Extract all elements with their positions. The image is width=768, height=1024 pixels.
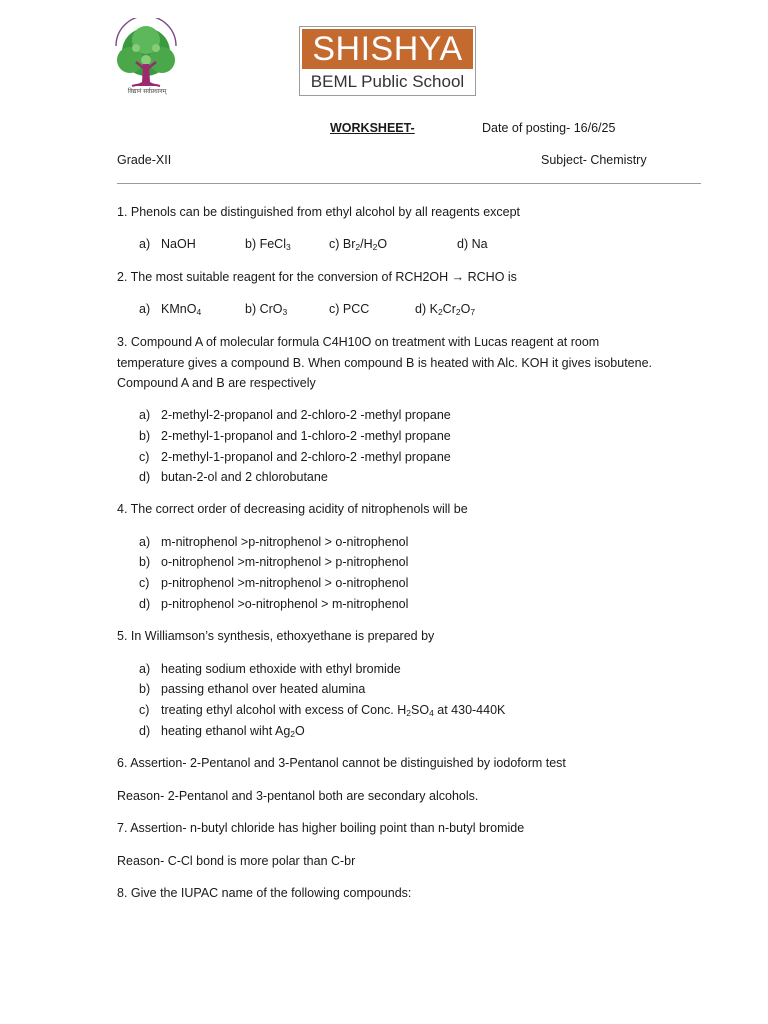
q5-option-c bbox=[139, 702, 505, 718]
subscript: 2 bbox=[437, 307, 443, 317]
subscript: 2 bbox=[406, 708, 411, 718]
question-8: 8. Give the IUPAC name of the following compounds: bbox=[117, 886, 412, 900]
q3-option-a bbox=[139, 407, 451, 423]
option-label: d) bbox=[139, 597, 151, 611]
option-text: O bbox=[460, 302, 471, 316]
tree-logo-caption: विद्यानं सर्वप्रधानम् bbox=[127, 88, 167, 95]
option-text: NaOH bbox=[161, 237, 196, 251]
q2-option-d bbox=[415, 301, 475, 317]
question-4: 4. The correct order of decreasing acidity of nitrophenols will be bbox=[117, 502, 468, 516]
q5-option-b bbox=[139, 681, 365, 697]
option-text: SO bbox=[411, 703, 430, 717]
q4-option-b bbox=[139, 554, 408, 570]
option-label: d) bbox=[139, 724, 151, 738]
q1-option-b bbox=[245, 236, 291, 252]
school-tree-logo bbox=[106, 18, 186, 100]
option-label: a) bbox=[139, 408, 151, 422]
subscript: 3 bbox=[285, 242, 291, 252]
question-6-assertion: 6. Assertion- 2-Pentanol and 3-Pentanol cannot be distinguished by iodoform test bbox=[117, 756, 566, 770]
option-text: b) FeCl bbox=[245, 237, 286, 251]
date-of-posting: Date of posting- 16/6/25 bbox=[482, 121, 616, 135]
question-3-line-3: Compound A and B are respectively bbox=[117, 376, 316, 390]
option-text: c) Br bbox=[329, 237, 356, 251]
option-text: passing ethanol over heated alumina bbox=[161, 682, 366, 696]
option-text: m-nitrophenol >p-nitrophenol > o-nitrophenol bbox=[161, 535, 409, 549]
option-label: b) bbox=[139, 682, 151, 696]
question-1: 1. Phenols can be distinguished from ethyl alcohol by all reagents except bbox=[117, 205, 521, 219]
q3-option-b bbox=[139, 428, 451, 444]
q3-option-d bbox=[139, 469, 328, 485]
option-text: O bbox=[377, 237, 388, 251]
subscript: 7 bbox=[470, 307, 476, 317]
option-label: a) bbox=[139, 237, 151, 251]
question-3-line-2: temperature gives a compound B. When compound B is heated with Alc. KOH it gives isobutene. bbox=[117, 356, 653, 370]
q1-option-d: d) Na bbox=[457, 237, 488, 251]
subscript: 2 bbox=[290, 729, 296, 739]
question-7-reason: Reason- C-Cl bond is more polar than C-br bbox=[117, 854, 356, 868]
q5-option-a bbox=[139, 661, 401, 677]
header-divider bbox=[117, 183, 701, 184]
subject-label: Subject- Chemistry bbox=[541, 153, 647, 167]
option-label: b) bbox=[139, 429, 151, 443]
option-label: a) bbox=[139, 535, 151, 549]
q5-option-d bbox=[139, 723, 305, 739]
subscript: 4 bbox=[429, 708, 434, 718]
q4-option-c bbox=[139, 575, 408, 591]
option-label: c) bbox=[139, 576, 150, 590]
subscript: 3 bbox=[282, 307, 288, 317]
subscript: 2 bbox=[355, 242, 361, 252]
option-text: at 430-440K bbox=[433, 703, 506, 717]
option-text: 2-methyl-2-propanol and 2-chloro-2 -methyl propane bbox=[161, 408, 451, 422]
grade-label: Grade-XII bbox=[117, 153, 172, 167]
option-text: butan-2-ol and 2 chlorobutane bbox=[161, 470, 328, 484]
option-label: d) bbox=[139, 470, 151, 484]
option-text: heating sodium ethoxide with ethyl bromide bbox=[161, 662, 401, 676]
q2-option-b bbox=[245, 301, 287, 317]
option-text: /H bbox=[360, 237, 373, 251]
school-name-text: BEML Public School bbox=[310, 72, 465, 91]
subscript: 4 bbox=[196, 307, 202, 317]
option-text: Cr bbox=[442, 302, 456, 316]
subscript: 2 bbox=[455, 307, 461, 317]
worksheet-title: WORKSHEET- bbox=[330, 121, 415, 135]
option-text: treating ethyl alcohol with excess of Conc. H bbox=[161, 703, 407, 717]
shishya-logo bbox=[299, 26, 476, 96]
question-5: 5. In Williamson’s synthesis, ethoxyethane is prepared by bbox=[117, 629, 435, 643]
option-text: b) CrO bbox=[245, 302, 283, 316]
option-text: 2-methyl-1-propanol and 1-chloro-2 -methyl propane bbox=[161, 429, 451, 443]
option-text: KMnO bbox=[161, 302, 197, 316]
question-6-reason: Reason- 2-Pentanol and 3-pentanol both are secondary alcohols. bbox=[117, 789, 479, 803]
q2-option-c: c) PCC bbox=[329, 302, 370, 316]
option-text: d) K bbox=[415, 302, 438, 316]
q3-option-c bbox=[139, 449, 451, 465]
q2-option-a bbox=[139, 301, 201, 317]
option-text: heating ethanol wiht Ag bbox=[161, 724, 291, 738]
option-label: c) bbox=[139, 450, 150, 464]
q4-option-a bbox=[139, 534, 408, 550]
option-text: p-nitrophenol >m-nitrophenol > o-nitrophenol bbox=[161, 576, 409, 590]
option-text: o-nitrophenol >m-nitrophenol > p-nitrophenol bbox=[161, 555, 409, 569]
option-text: 2-methyl-1-propanol and 2-chloro-2 -methyl propane bbox=[161, 450, 451, 464]
question-2: 2. The most suitable reagent for the conversion of RCH2OH → RCHO is bbox=[117, 270, 517, 284]
question-7-assertion: 7. Assertion- n-butyl chloride has higher boiling point than n-butyl bromide bbox=[117, 821, 525, 835]
q1-option-a bbox=[139, 236, 196, 252]
option-label: b) bbox=[139, 555, 151, 569]
subscript: 2 bbox=[372, 242, 378, 252]
question-3-line-1: 3. Compound A of molecular formula C4H10O on treatment with Lucas reagent at room bbox=[117, 335, 600, 349]
q4-option-d bbox=[139, 596, 408, 612]
option-text: p-nitrophenol >o-nitrophenol > m-nitrophenol bbox=[161, 597, 409, 611]
q1-option-c bbox=[329, 236, 387, 252]
option-label: a) bbox=[139, 302, 151, 316]
option-text: O bbox=[295, 724, 305, 738]
option-label: c) bbox=[139, 703, 150, 717]
option-label: a) bbox=[139, 662, 151, 676]
school-brand-text: SHISHYA bbox=[302, 29, 473, 69]
